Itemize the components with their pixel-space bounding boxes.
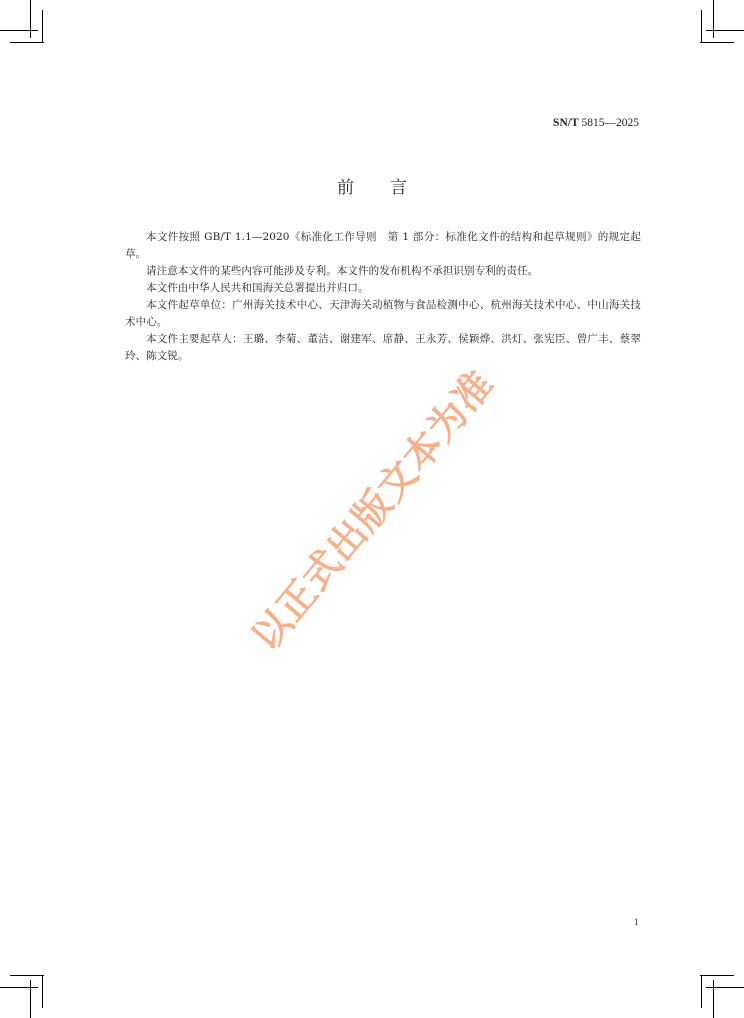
crop-mark: [706, 30, 744, 31]
crop-mark: [42, 975, 43, 1008]
title-char-1: 前: [337, 178, 354, 198]
crop-mark: [0, 987, 38, 988]
paragraph: 请注意本文件的某些内容可能涉及专利。本文件的发布机构不承担识别专利的责任。: [146, 265, 539, 277]
crop-mark: [30, 980, 31, 1018]
crop-mark: [42, 10, 43, 43]
standard-code-number: 5815—2025: [578, 117, 639, 129]
page-number: 1: [634, 917, 639, 927]
standard-code-prefix: SN/T: [553, 117, 579, 129]
crop-mark: [10, 975, 44, 976]
paragraph: 本文件起草单位：广州海关技术中心、天津海关动植物与食品检测中心、杭州海关技术中心、中山海关技术中心。: [125, 299, 641, 328]
crop-mark: [10, 42, 44, 43]
crop-mark: [701, 10, 702, 43]
crop-mark: [700, 975, 734, 976]
crop-mark: [700, 42, 734, 43]
crop-mark: [0, 30, 38, 31]
crop-mark: [706, 987, 744, 988]
crop-mark: [701, 975, 702, 1008]
foreword-body: [125, 229, 641, 365]
crop-mark: [713, 0, 714, 38]
watermark: 以正式出版文本为准: [243, 361, 503, 659]
paragraph: 本文件主要起草人：王璐、李菊、董洁、谢建军、席静、王永芳、侯颖烨、洪灯、张宪臣、曾广丰、蔡翠玲、陈文锐。: [125, 333, 641, 362]
page-title: [0, 173, 744, 198]
paragraph: 本文件按照 GB/T 1.1—2020《标准化工作导则 第 1 部分：标准化文件的结构和起草规则》的规定起草。: [125, 231, 641, 260]
standard-code: [553, 117, 639, 129]
paragraph: 本文件由中华人民共和国海关总署提出并归口。: [146, 282, 369, 294]
crop-mark: [713, 980, 714, 1018]
title-char-2: 言: [390, 178, 407, 198]
crop-mark: [30, 0, 31, 38]
